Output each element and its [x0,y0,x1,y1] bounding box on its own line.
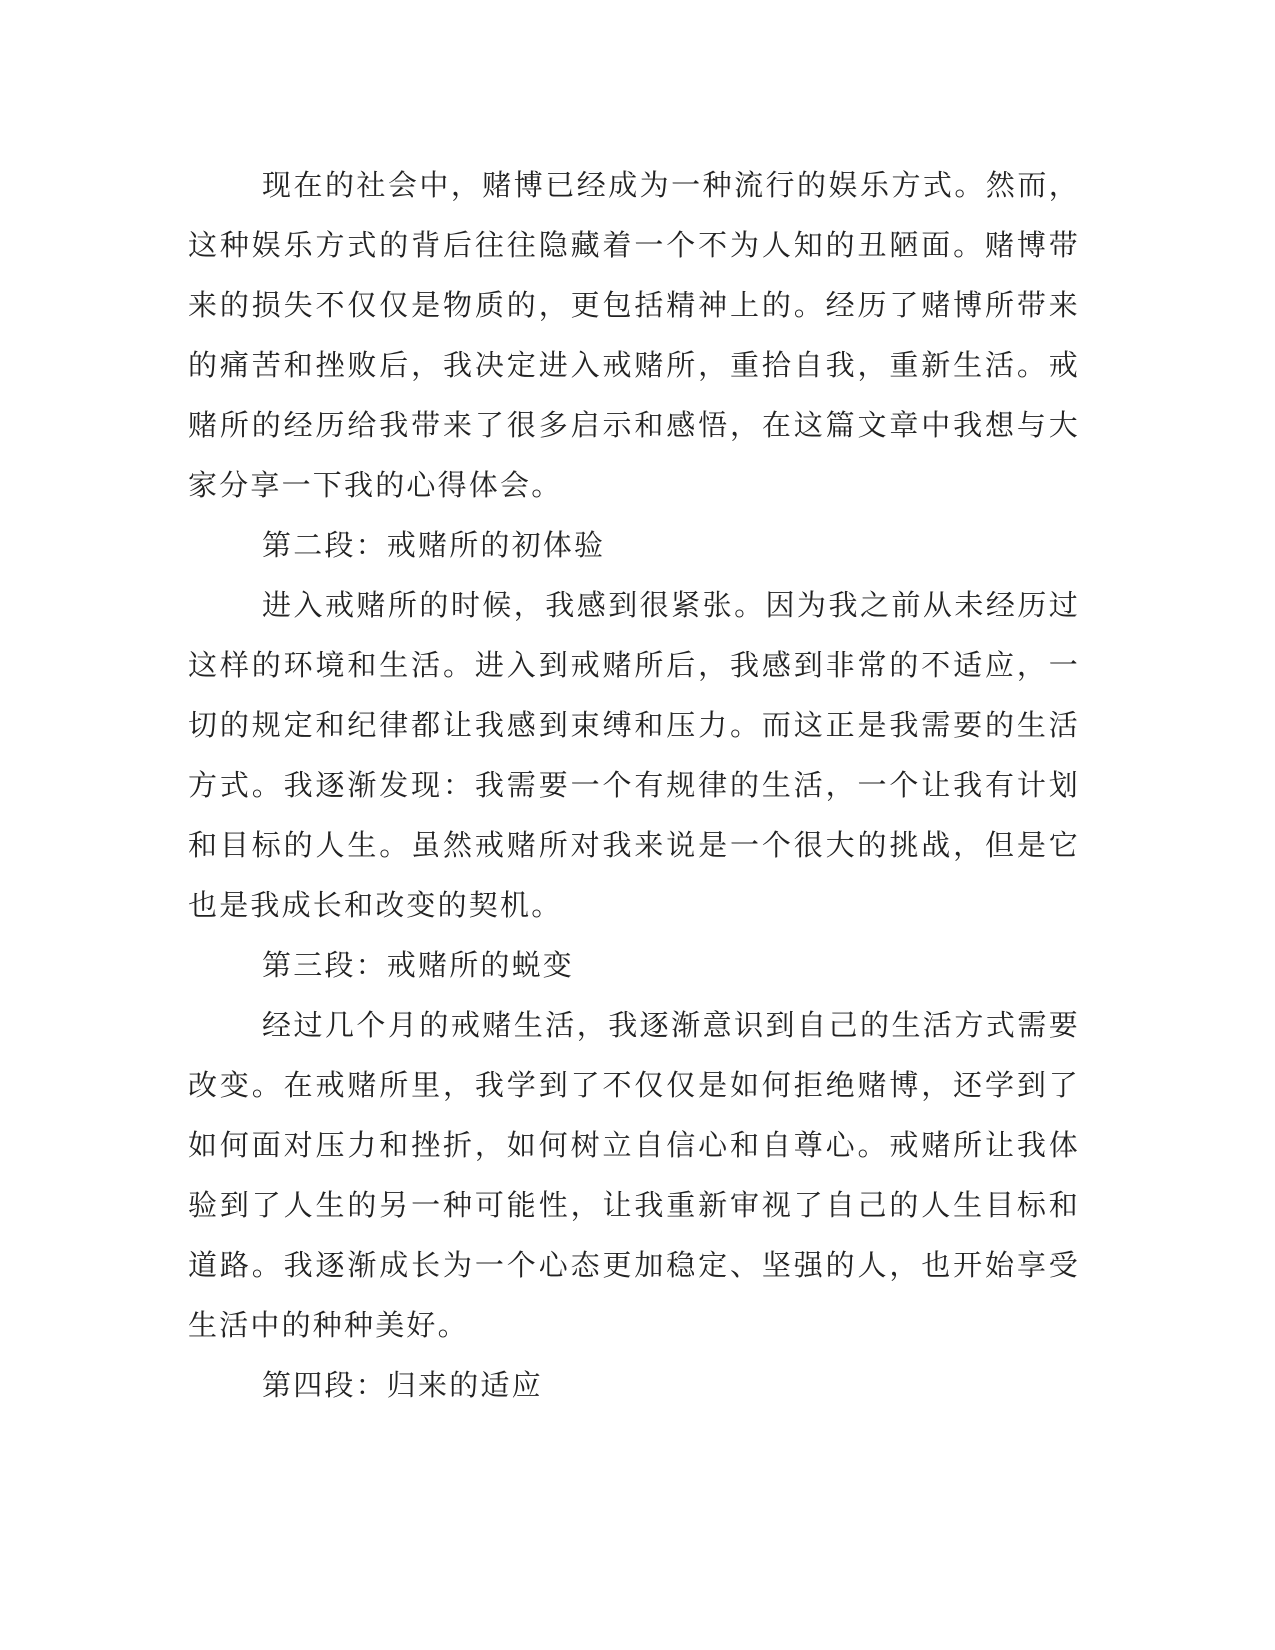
section-heading-2: 第二段：戒赌所的初体验 [262,528,606,562]
paragraph-section-3: 经过几个月的戒赌生活，我逐渐意识到自己的生活方式需要改变。在戒赌所里，我学到了不仅仅是如何拒绝赌博，还学到了如何面对压力和挫折，如何树立自信心和自尊心。戒赌所让我体验到了人生的另一种可能性，让我重新审视了自己的人生目标和道路。我逐渐成长为一个心态更加稳定、坚强的人，也开始享受生活中的种种美好。 [188,1008,1080,1342]
paragraph-section-2: 进入戒赌所的时候，我感到很紧张。因为我之前从未经历过这样的环境和生活。进入到戒赌所后，我感到非常的不适应，一切的规定和纪律都让我感到束缚和压力。而这正是我需要的生活方式。我逐渐发现：我需要一个有规律的生活，一个让我有计划和目标的人生。虽然戒赌所对我来说是一个很大的挑战，但是它也是我成长和改变的契机。 [188,588,1080,922]
section-heading-4: 第四段：归来的适应 [262,1368,543,1402]
document-body [188,155,1080,1415]
paragraph-intro: 现在的社会中，赌博已经成为一种流行的娱乐方式。然而，这种娱乐方式的背后往往隐藏着一个不为人知的丑陋面。赌博带来的损失不仅仅是物质的，更包括精神上的。经历了赌博所带来的痛苦和挫败后，我决定进入戒赌所，重拾自我，重新生活。戒赌所的经历给我带来了很多启示和感悟，在这篇文章中我想与大家分享一下我的心得体会。 [188,168,1080,502]
section-heading-3: 第三段：戒赌所的蜕变 [262,948,575,982]
